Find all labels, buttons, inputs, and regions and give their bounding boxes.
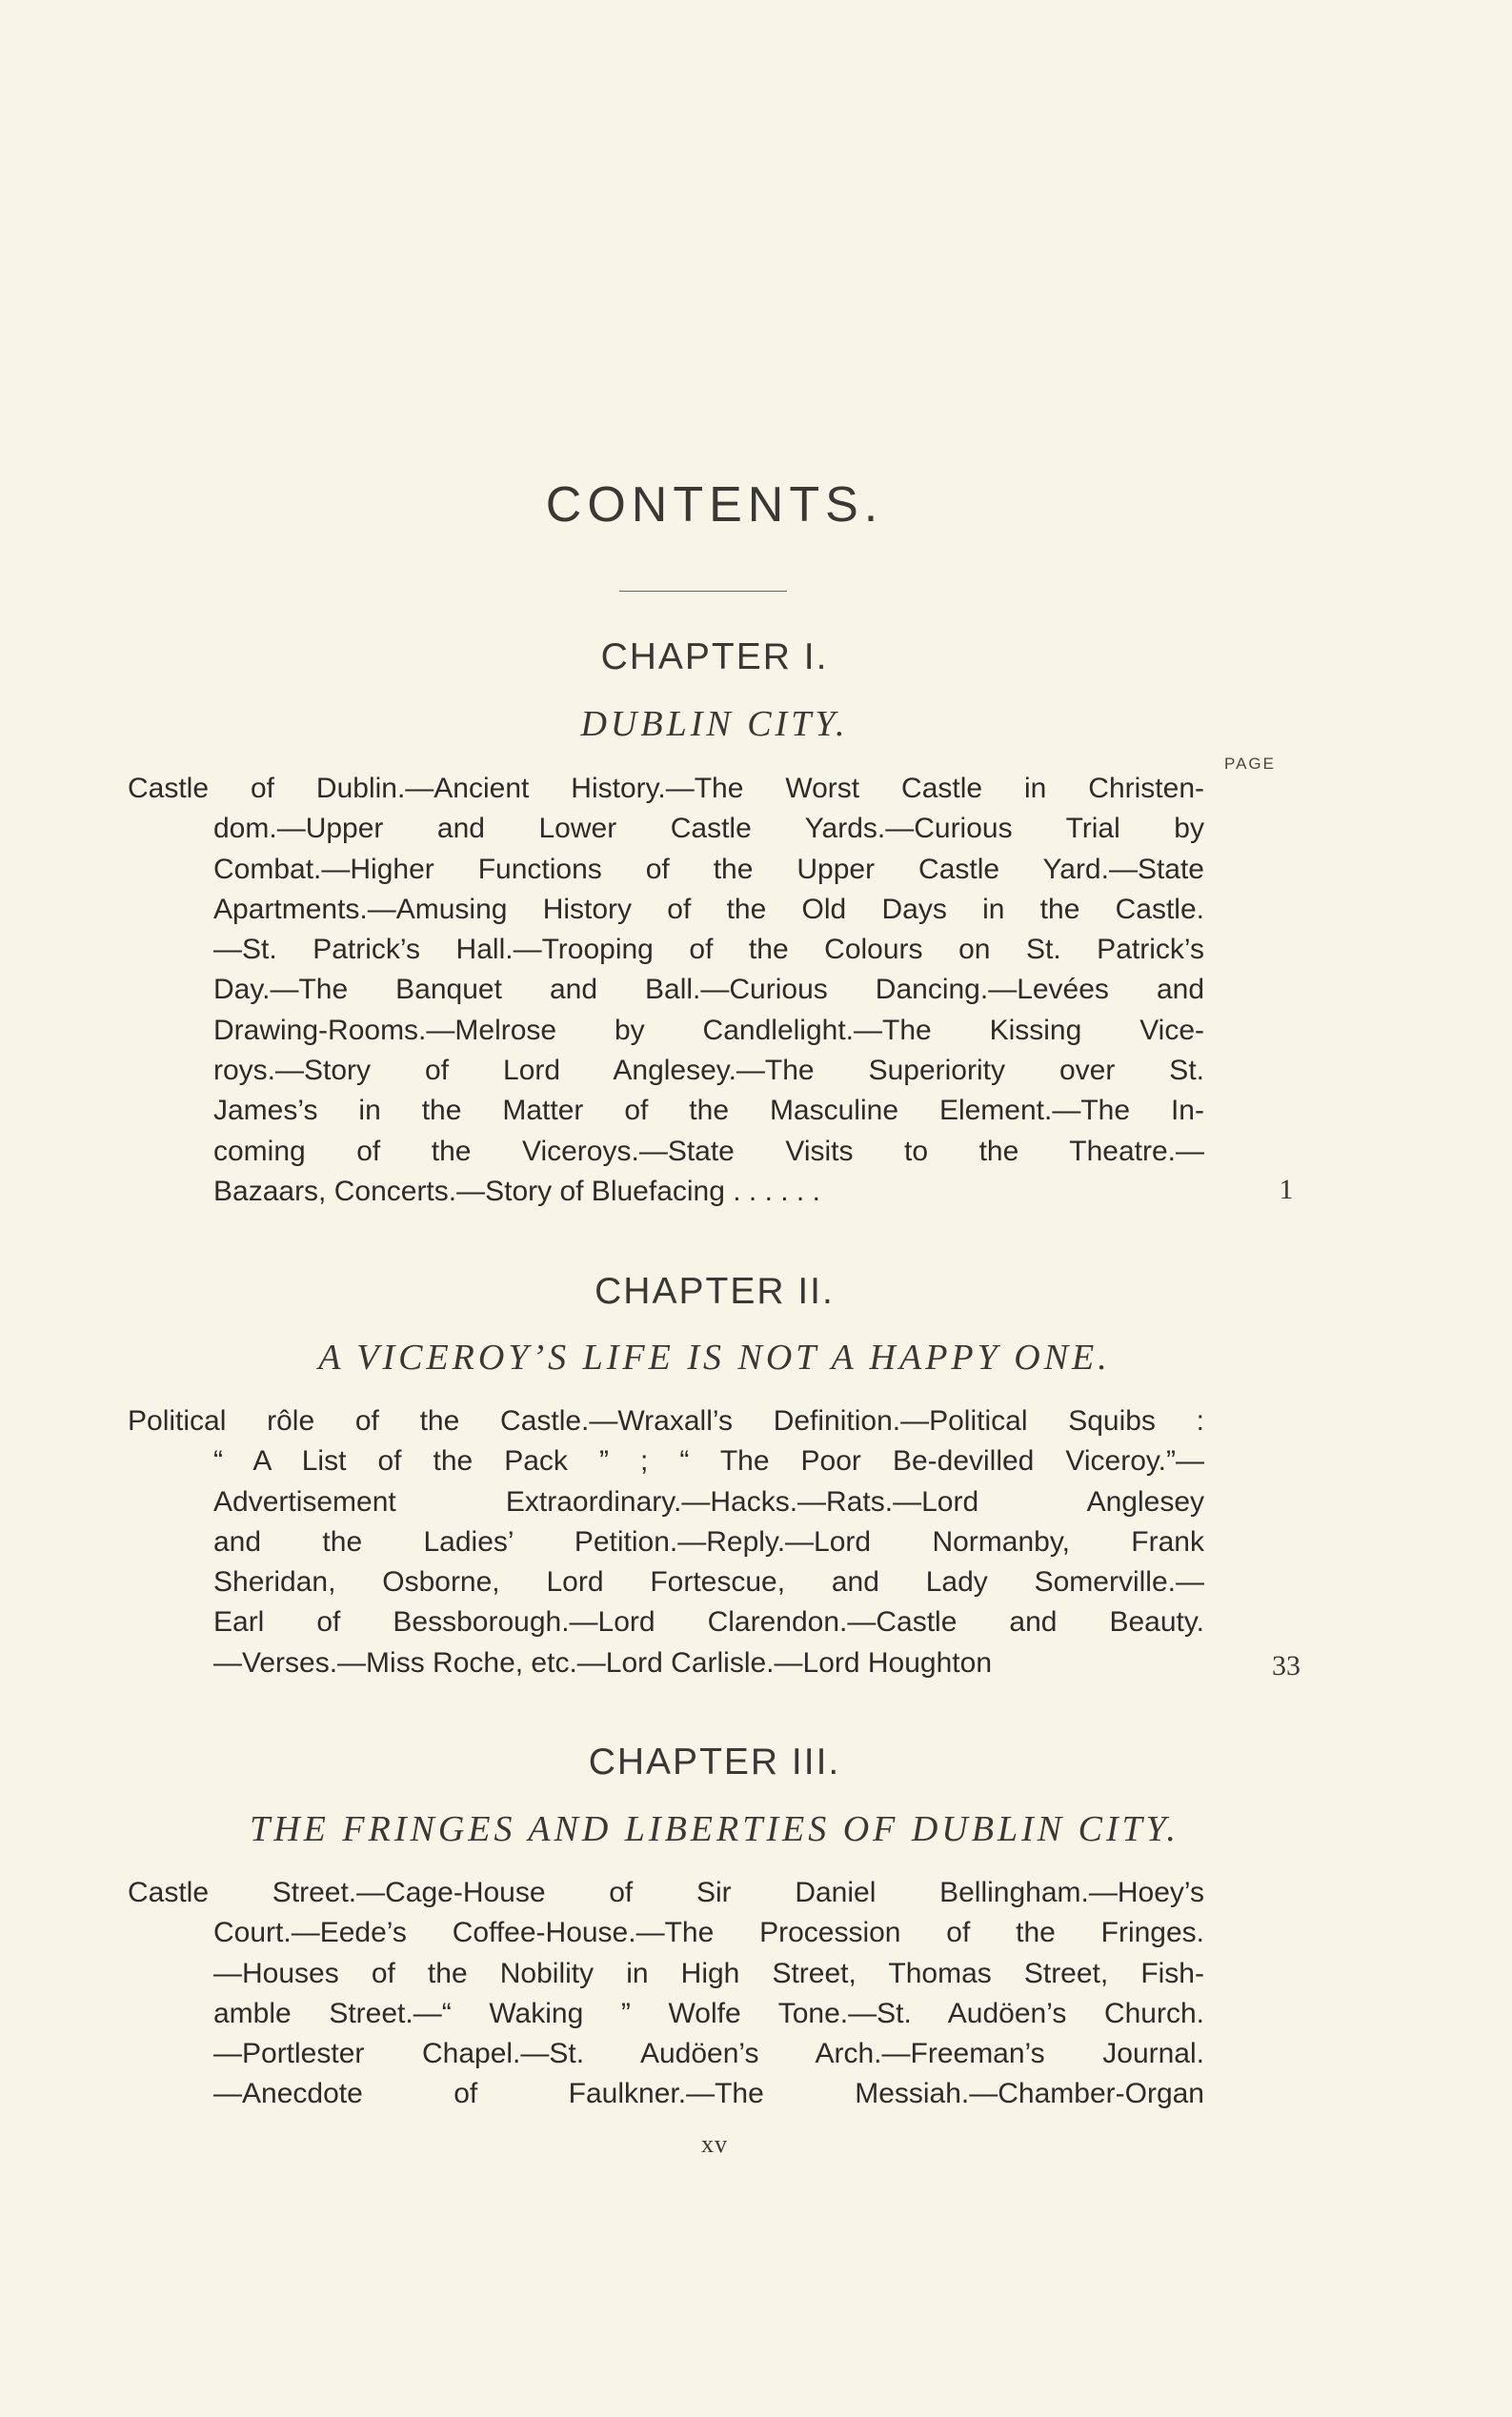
summary-line: Court.—Eede’s Coffee-House.—The Procession of the Fringes. <box>213 1917 1204 1949</box>
page-title: CONTENTS. <box>545 477 884 533</box>
summary-line: Earl of Bessborough.—Lord Clarendon.—Castle and Beauty. <box>213 1606 1204 1639</box>
summary-line: Castle of Dublin.—Ancient History.—The Worst Castle in Christen- <box>128 773 1204 804</box>
chapter-3-heading: CHAPTER III. <box>588 1742 841 1783</box>
summary-line: Sheridan, Osborne, Lord Fortescue, and Lady Somerville.— <box>213 1566 1204 1599</box>
summary-line: —Anecdote of Faulkner.—The Messiah.—Chamber-Organ <box>213 2078 1204 2110</box>
chapter-2-heading: CHAPTER II. <box>595 1271 835 1312</box>
summary-line: “ A List of the Pack ” ; “ The Poor Be-devilled Viceroy.”— <box>213 1445 1204 1478</box>
chapter-2-page-number: 33 <box>1272 1650 1300 1682</box>
chapter-2-subtitle: A VICEROY’S LIFE IS NOT A HAPPY ONE. <box>318 1338 1111 1378</box>
summary-line: —Verses.—Miss Roche, etc.—Lord Carlisle.—Lord Houghton <box>213 1646 993 1679</box>
chapter-1-heading: CHAPTER I. <box>600 636 829 677</box>
summary-line: and the Ladies’ Petition.—Reply.—Lord Normanby, Frank <box>213 1525 1204 1558</box>
chapter-1-summary <box>128 769 1204 1212</box>
summary-line: amble Street.—“ Waking ” Wolfe Tone.—St. Audöen’s Church. <box>213 1997 1204 2029</box>
summary-line: Drawing-Rooms.—Melrose by Candlelight.—The Kissing Vice- <box>213 1014 1204 1046</box>
summary-line: —Houses of the Nobility in High Street, Thomas Street, Fish- <box>213 1957 1204 1989</box>
summary-line: Combat.—Higher Functions of the Upper Castle Yard.—State <box>213 853 1204 885</box>
summary-line: coming of the Viceroys.—State Visits to the Theatre.— <box>213 1135 1204 1167</box>
summary-line: —Portlester Chapel.—St. Audöen’s Arch.—Freeman’s Journal. <box>213 2038 1204 2070</box>
page-folio: xv <box>701 2130 728 2158</box>
chapter-3-summary <box>128 1873 1204 2115</box>
summary-line: dom.—Upper and Lower Castle Yards.—Curious Trial by <box>213 813 1204 845</box>
page-column-label: PAGE <box>1224 755 1276 773</box>
summary-line: Bazaars, Concerts.—Story of Bluefacing . . . . . . <box>213 1175 820 1207</box>
summary-line: Apartments.—Amusing History of the Old Days in the Castle. <box>213 893 1204 925</box>
chapter-3-subtitle: THE FRINGES AND LIBERTIES OF DUBLIN CITY. <box>250 1809 1179 1849</box>
summary-line: James’s in the Matter of the Masculine Element.—The In- <box>213 1095 1204 1127</box>
chapter-2-summary <box>128 1401 1204 1683</box>
chapter-1-subtitle: DUBLIN CITY. <box>580 704 849 744</box>
summary-line: —St. Patrick’s Hall.—Trooping of the Colours on St. Patrick’s <box>213 934 1204 966</box>
summary-line: Castle Street.—Cage-House of Sir Daniel Bellingham.—Hoey’s <box>128 1877 1204 1908</box>
summary-line: roys.—Story of Lord Anglesey.—The Superiority over St. <box>213 1055 1204 1087</box>
chapter-1-page-number: 1 <box>1279 1174 1294 1205</box>
summary-line: Advertisement Extraordinary.—Hacks.—Rats.—Lord Anglesey <box>213 1485 1204 1518</box>
summary-line: Day.—The Banquet and Ball.—Curious Dancing.—Levées and <box>213 974 1204 1006</box>
title-rule <box>619 591 787 592</box>
summary-line: Political rôle of the Castle.—Wraxall’s Definition.—Political Squibs : <box>128 1405 1204 1437</box>
